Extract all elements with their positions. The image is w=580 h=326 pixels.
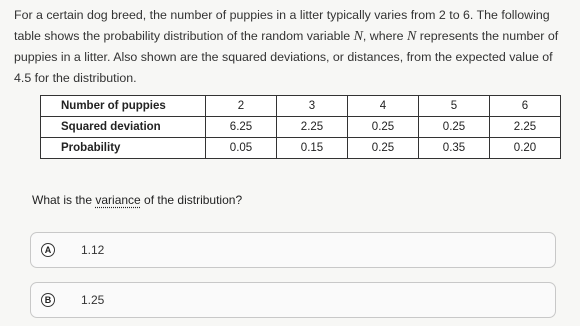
table-cell: 2.25 [490, 117, 561, 138]
variable-n: N [353, 29, 363, 44]
prompt-text-1: What is the [32, 193, 96, 207]
row-header: Number of puppies [41, 96, 206, 117]
table-row [41, 96, 561, 117]
stem-text-3: represents the number of puppies in a litter. Also shown are the squared deviations, or distances, from the expected value of 4.5 for the distribution. [14, 29, 559, 85]
table-cell: 6.25 [206, 117, 277, 138]
table-cell: 4 [348, 96, 419, 117]
table-cell: 3 [277, 96, 348, 117]
answer-option-b[interactable] [30, 282, 556, 318]
table-cell: 2.25 [277, 117, 348, 138]
glossary-term-variance[interactable]: variance [95, 193, 141, 207]
row-header: Probability [41, 138, 206, 159]
table-cell: 0.15 [277, 138, 348, 159]
table-row [41, 117, 561, 138]
table-cell: 0.35 [419, 138, 490, 159]
table-cell: 5 [419, 96, 490, 117]
option-letter-a: A [41, 243, 55, 257]
stem-text-1: For a certain dog breed, the number of puppies in a litter typically varies from 2 to 6. The following table shows the probability distribution of the random variable [14, 8, 550, 43]
variable-n-2: N [406, 29, 417, 44]
row-header: Squared deviation [41, 117, 206, 138]
stem-text-2: , where [362, 29, 407, 43]
option-letter-b: B [41, 293, 55, 307]
table-row [41, 138, 561, 159]
question-stem [14, 5, 570, 89]
table-cell: 6 [490, 96, 561, 117]
option-text-b: 1.25 [81, 293, 105, 307]
table-cell: 0.25 [419, 117, 490, 138]
table-cell: 0.25 [348, 138, 419, 159]
table-cell: 0.05 [206, 138, 277, 159]
table-cell: 2 [206, 96, 277, 117]
question-prompt [32, 193, 242, 207]
probability-distribution-table [40, 95, 561, 159]
option-text-a: 1.12 [81, 243, 105, 257]
table-cell: 0.20 [490, 138, 561, 159]
table-cell: 0.25 [348, 117, 419, 138]
answer-option-a[interactable] [30, 232, 556, 268]
prompt-text-2: of the distribution? [140, 193, 243, 207]
